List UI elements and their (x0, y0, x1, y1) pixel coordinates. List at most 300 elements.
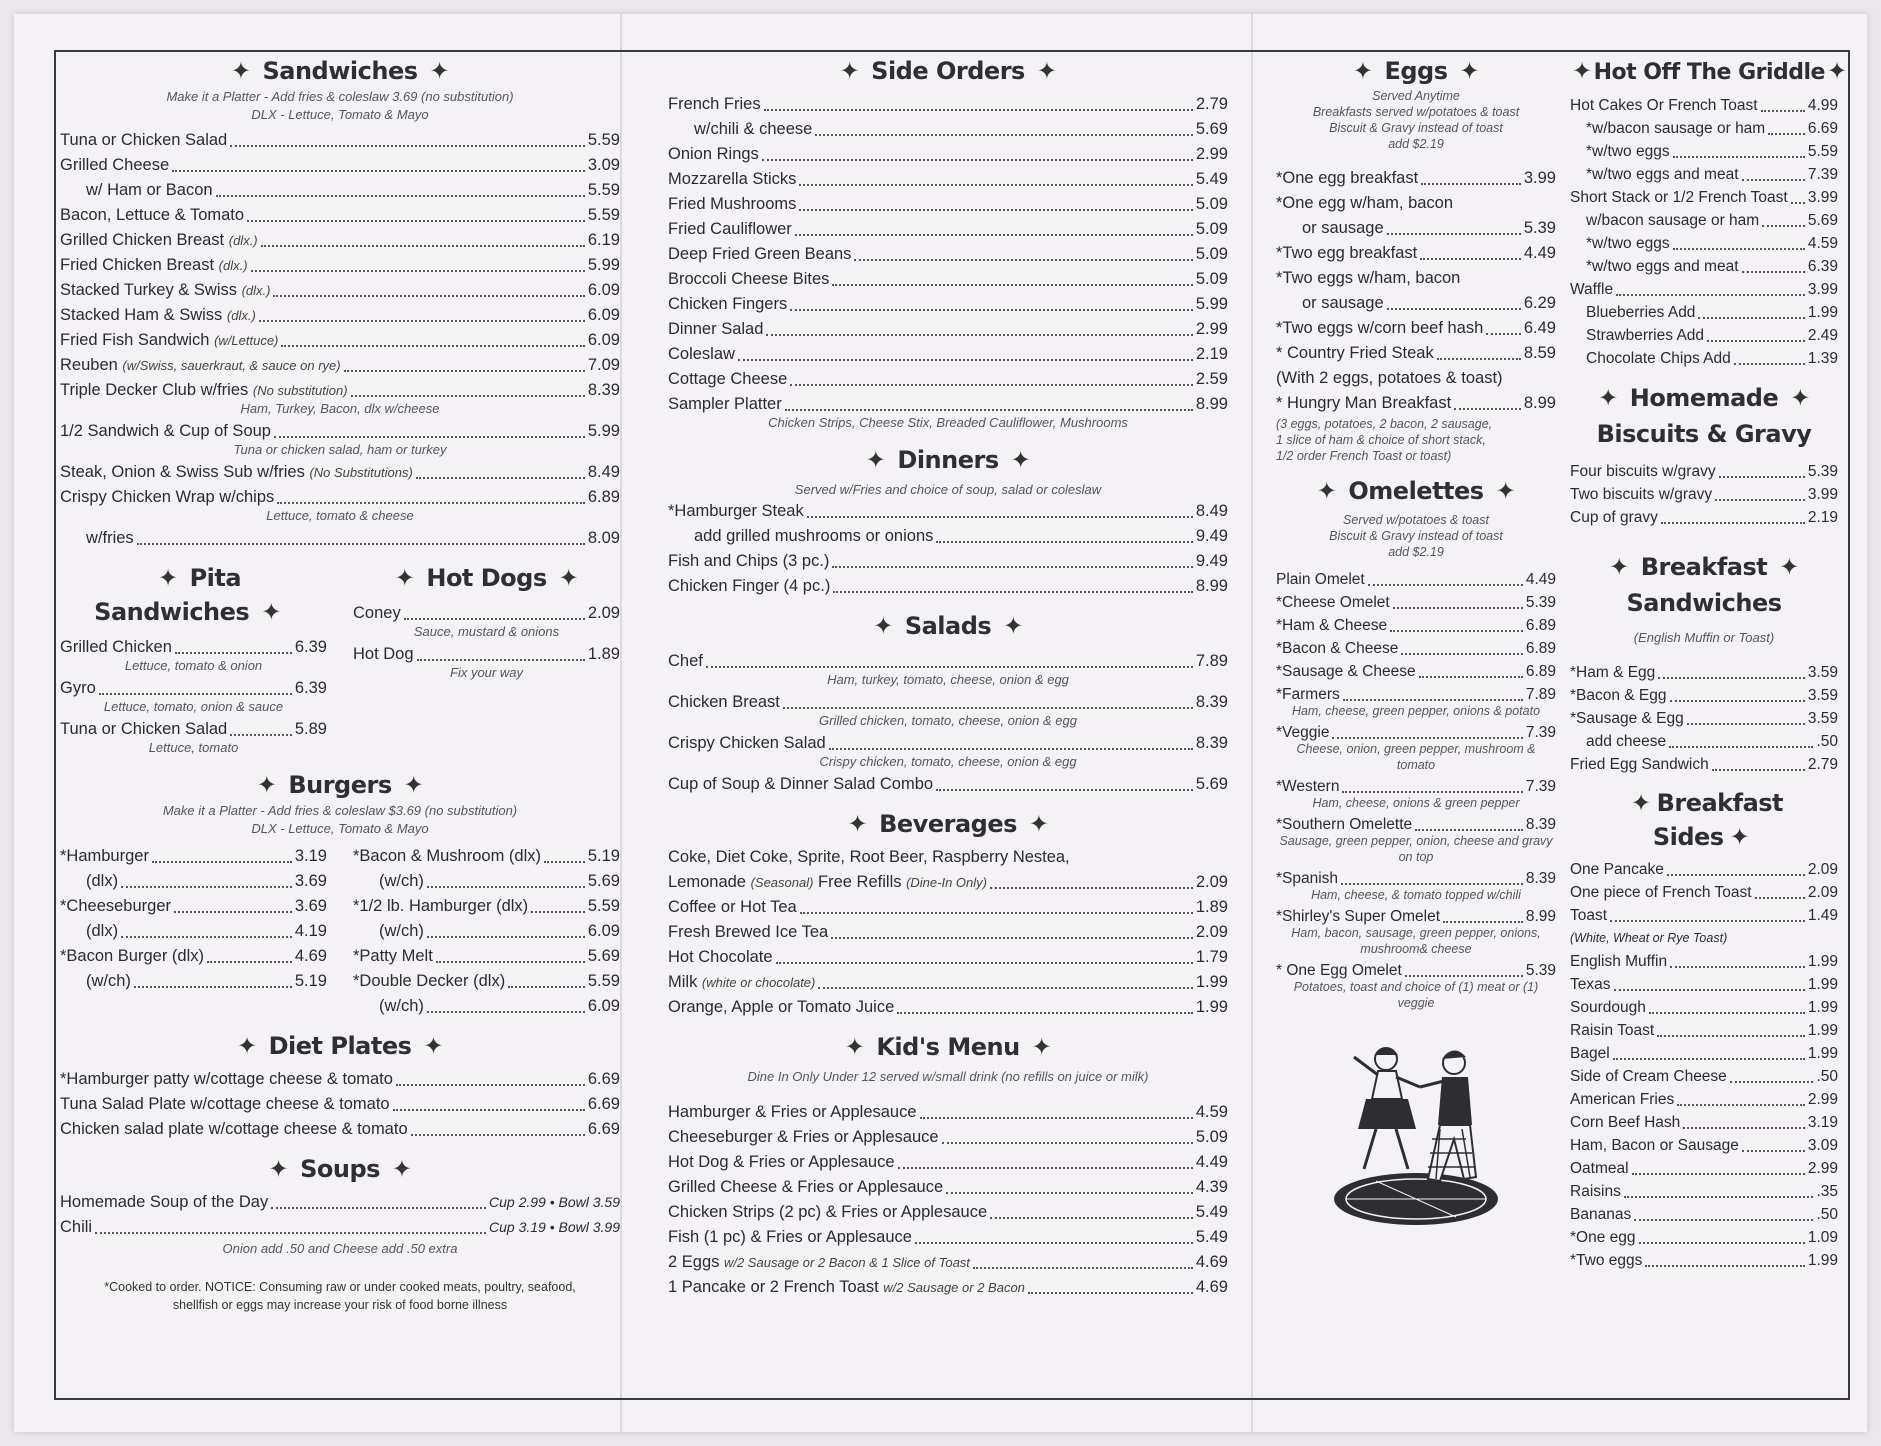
item-name: *Ham & Egg (1570, 664, 1656, 681)
item-name: Cottage Cheese (668, 370, 788, 388)
item-price: 2.99 (1195, 320, 1228, 338)
menu-item (1570, 973, 1838, 996)
menu-item (60, 278, 620, 303)
item-price: 1.99 (1807, 999, 1838, 1016)
section-title: Hot Dogs (426, 564, 547, 592)
item-name: American Fries (1570, 1091, 1675, 1108)
item-name: w/bacon sausage or ham (1586, 212, 1760, 229)
menu-item (1570, 1019, 1838, 1042)
item-price: 5.89 (294, 720, 327, 738)
item-price: .35 (1816, 1183, 1838, 1200)
item-description: 1 slice of ham & choice of short stack, (1276, 433, 1486, 447)
leader-dots (936, 541, 1193, 543)
section-note: Served w/Fries and choice of soup, salad or coleslaw (794, 482, 1102, 497)
section-title: Eggs (1384, 57, 1448, 85)
section-kids-menu (668, 1030, 1228, 1300)
menu-item (668, 167, 1228, 192)
leader-dots (762, 159, 1193, 161)
item-name: Raisins (1570, 1183, 1621, 1200)
item-price: 4.39 (1195, 1178, 1228, 1196)
leader-dots (799, 184, 1193, 186)
item-tag: (dlx.) (226, 308, 256, 323)
leader-dots (259, 320, 585, 322)
item-name: Steak, Onion & Swiss Sub w/fries (No Substitutions) (60, 463, 413, 481)
menu-item (1570, 483, 1838, 506)
section-note: DLX - Lettuce, Tomato & Mayo (251, 821, 429, 836)
item-price: 5.09 (1195, 245, 1228, 263)
section-burgers (60, 768, 620, 1019)
menu-item (668, 995, 1228, 1020)
menu-item (1570, 209, 1838, 232)
item-price: .50 (1816, 1206, 1838, 1223)
item-name: Sourdough (1570, 999, 1646, 1016)
item-tag: (w/Lettuce) (214, 333, 279, 348)
item-description: Fix your way (450, 665, 523, 680)
leader-dots (544, 861, 585, 863)
star-icon: ✦ (1036, 57, 1057, 85)
item-name: Orange, Apple or Tomato Juice (668, 998, 895, 1016)
item-name: Gyro (60, 679, 96, 697)
menu-item (668, 895, 1228, 920)
menu-item (668, 499, 1228, 524)
menu-item (1570, 1226, 1838, 1249)
item-name: Chef (668, 652, 703, 670)
item-price: 2.09 (1195, 873, 1228, 891)
menu-item (1570, 163, 1838, 186)
leader-dots (776, 962, 1193, 964)
star-icon: ✦ (873, 612, 893, 640)
menu-item (668, 267, 1228, 292)
menu-item (668, 1175, 1228, 1200)
item-name: *Veggie (1276, 724, 1330, 741)
item-price: 5.49 (1195, 1228, 1228, 1246)
item-price: 9.49 (1195, 552, 1228, 570)
leader-dots (216, 195, 585, 197)
star-icon: ✦ (236, 1032, 257, 1060)
item-name: Dinner Salad (668, 320, 764, 338)
item-name: Tuna or Chicken Salad (60, 720, 228, 738)
item-tag: (dlx.) (228, 233, 258, 248)
item-price: 5.69 (587, 947, 620, 965)
menu-item (668, 524, 1228, 549)
menu-item (668, 1200, 1228, 1225)
item-price: 5.69 (1195, 775, 1228, 793)
menu-item (668, 1250, 1228, 1275)
section-title: Burgers (288, 771, 392, 799)
leader-dots (172, 170, 585, 172)
item-name: *Hamburger (60, 847, 149, 865)
item-description: Lettuce, tomato (148, 740, 239, 755)
item-description: Ham, cheese, onions & green pepper (1312, 796, 1520, 810)
item-price: 2.19 (1195, 345, 1228, 363)
item-price: 8.39 (1525, 870, 1556, 887)
menu-item (1570, 904, 1838, 927)
leader-dots (393, 1109, 585, 1111)
star-icon: ✦ (1028, 810, 1049, 838)
item-price: 6.89 (1525, 617, 1556, 634)
leader-dots (1632, 1173, 1805, 1175)
item-price: 6.29 (1523, 294, 1556, 312)
menu-item (60, 460, 620, 485)
leader-dots (261, 245, 585, 247)
leader-dots (247, 220, 585, 222)
section-omelettes (1276, 474, 1556, 1011)
item-description: (3 eggs, potatoes, 2 bacon, 2 sausage, (1276, 417, 1493, 431)
column-middle (668, 54, 1228, 1300)
menu-item (353, 994, 620, 1019)
item-name: Sampler Platter (668, 395, 782, 413)
leader-dots (175, 652, 292, 654)
star-icon: ✦ (558, 564, 579, 592)
star-icon: ✦ (391, 1155, 412, 1183)
item-name: Cup of Soup & Dinner Salad Combo (668, 775, 934, 793)
item-name: *1/2 lb. Hamburger (dlx) (353, 897, 529, 915)
item-price: 6.69 (587, 1070, 620, 1088)
item-price: 1.99 (1195, 998, 1228, 1016)
leader-dots (416, 477, 585, 479)
item-price: 3.99 (1807, 189, 1838, 206)
leader-dots (1613, 1058, 1805, 1060)
leader-dots (1486, 333, 1521, 335)
star-icon: ✦ (1598, 384, 1618, 412)
item-name: or sausage (1302, 294, 1384, 312)
leader-dots (800, 912, 1193, 914)
dancing-couple-illustration (1316, 1029, 1516, 1229)
item-name: Fried Egg Sandwich (1570, 756, 1709, 773)
item-price: 3.19 (1807, 1114, 1838, 1131)
section-title: Breakfast Sides (1652, 789, 1784, 851)
menu-item (668, 870, 1228, 895)
leader-dots (832, 284, 1192, 286)
item-price: 6.09 (587, 306, 620, 324)
item-price: 4.59 (1195, 1103, 1228, 1121)
item-description: Ham, cheese, & tomato topped w/chili (1311, 888, 1521, 902)
item-price: 4.49 (1195, 1153, 1228, 1171)
menu-item (1570, 140, 1838, 163)
leader-dots (818, 987, 1193, 989)
item-description: 1/2 order French Toast or toast) (1276, 449, 1452, 463)
leader-dots (1715, 499, 1805, 501)
item-price: 8.39 (1195, 693, 1228, 711)
item-price: 4.19 (294, 922, 327, 940)
item-name: Hamburger & Fries or Applesauce (668, 1103, 917, 1121)
item-price: 6.09 (587, 331, 620, 349)
menu-item (1276, 591, 1556, 614)
item-price: 2.99 (1195, 145, 1228, 163)
leader-dots (829, 748, 1193, 750)
menu-item (668, 549, 1228, 574)
item-price: 3.59 (1807, 664, 1838, 681)
item-name: (dlx) (86, 872, 119, 890)
star-icon: ✦ (844, 1033, 865, 1061)
star-icon: ✦ (429, 57, 450, 85)
item-price: 4.69 (294, 947, 327, 965)
item-price: 2.99 (1807, 1160, 1838, 1177)
leader-dots (1673, 156, 1805, 158)
item-price: 2.99 (1807, 1091, 1838, 1108)
item-name: *Sausage & Cheese (1276, 663, 1416, 680)
menu-item (1570, 324, 1838, 347)
item-description: Lettuce, tomato & cheese (266, 508, 414, 523)
item-name: *Two eggs w/ham, bacon (1276, 269, 1461, 287)
item-price: 3.09 (1807, 1137, 1838, 1154)
item-price: 6.39 (1807, 258, 1838, 275)
leader-dots (1390, 630, 1523, 632)
star-icon: ✦ (256, 771, 277, 799)
item-name: Short Stack or 1/2 French Toast (1570, 189, 1788, 206)
item-name: Stacked Turkey & Swiss (dlx.) (60, 281, 271, 299)
leader-dots (230, 734, 292, 736)
item-name: Chicken Fingers (668, 295, 788, 313)
item-price: 5.59 (587, 131, 620, 149)
item-name: w/ Ham or Bacon (86, 181, 213, 199)
menu-item (1570, 950, 1838, 973)
menu-item (1570, 684, 1838, 707)
item-name: *Cheeseburger (60, 897, 171, 915)
leader-dots (134, 986, 292, 988)
item-price: 6.49 (1523, 319, 1556, 337)
menu-item (60, 944, 327, 969)
item-name: * One Egg Omelet (1276, 962, 1402, 979)
item-name: Crispy Chicken Salad (668, 734, 826, 752)
menu-item (1570, 881, 1838, 904)
item-name: Fish and Chips (3 pc.) (668, 552, 830, 570)
star-icon: ✦ (268, 1155, 289, 1183)
leader-dots (833, 591, 1193, 593)
item-description: Crispy chicken, tomato, cheese, onion & egg (819, 754, 1077, 769)
leader-dots (1341, 883, 1523, 885)
item-name: Four biscuits w/gravy (1570, 463, 1716, 480)
menu-item (60, 969, 327, 994)
item-price: 4.59 (1807, 235, 1838, 252)
item-price: 8.49 (1195, 502, 1228, 520)
leader-dots (531, 911, 585, 913)
leader-dots (427, 886, 585, 888)
star-icon: ✦ (1572, 57, 1592, 85)
item-price: 5.39 (1807, 463, 1838, 480)
item-price: 5.19 (294, 972, 327, 990)
leader-dots (897, 1012, 1193, 1014)
leader-dots (281, 345, 584, 347)
star-icon: ✦ (865, 446, 886, 474)
leader-dots (271, 1207, 486, 1209)
item-price: 3.99 (1523, 169, 1556, 187)
item-price: 2.09 (1807, 861, 1838, 878)
menu-item (1570, 858, 1838, 881)
leader-dots (152, 861, 292, 863)
leader-dots (277, 502, 585, 504)
item-price: 6.39 (294, 679, 327, 697)
item-name: 1/2 Sandwich & Cup of Soup (60, 422, 271, 440)
leader-dots (1639, 1242, 1805, 1244)
menu-item (1276, 316, 1556, 341)
menu-item (1276, 291, 1556, 316)
item-price: 7.89 (1525, 686, 1556, 703)
leader-dots (920, 1117, 1193, 1119)
menu-item (1276, 166, 1556, 191)
section-title: Soups (300, 1155, 380, 1183)
item-price: 1.89 (1195, 898, 1228, 916)
item-price: 6.69 (1807, 120, 1838, 137)
menu-item (1570, 1088, 1838, 1111)
item-price: 9.49 (1195, 527, 1228, 545)
item-price: 3.59 (1807, 687, 1838, 704)
item-price: 7.89 (1195, 652, 1228, 670)
menu-item (353, 919, 620, 944)
section-breakfast-sandwiches (1570, 549, 1838, 776)
notice-line: shellfish or eggs may increase your risk of food borne illness (172, 1298, 508, 1312)
leader-dots (1415, 829, 1523, 831)
item-name: Stacked Ham & Swiss (dlx.) (60, 306, 256, 324)
menu-item (1570, 707, 1838, 730)
section-note: Make it a Platter - Add fries & coleslaw 3.69 (no substitution) (166, 89, 514, 104)
star-icon: ✦ (1031, 1033, 1052, 1061)
menu-item (668, 1275, 1228, 1300)
item-name: Lemonade (Seasonal) Free Refills (Dine-In Only) (668, 873, 987, 891)
item-name: *Southern Omelette (1276, 816, 1413, 833)
item-price: 5.39 (1525, 594, 1556, 611)
item-price: 2.49 (1807, 327, 1838, 344)
leader-dots (807, 516, 1193, 518)
item-price: 5.59 (587, 206, 620, 224)
star-icon: ✦ (1003, 612, 1023, 640)
leader-dots (915, 1242, 1193, 1244)
section-griddle (1570, 54, 1847, 370)
item-name: Chicken Finger (4 pc.) (668, 577, 831, 595)
menu-item (1276, 241, 1556, 266)
item-name: Chili (60, 1218, 93, 1236)
item-description: Ham, Turkey, Bacon, dlx w/cheese (240, 401, 440, 416)
item-name: (w/ch) (379, 872, 424, 890)
section-note: Served Anytime (1372, 89, 1460, 103)
item-name: *Western (1276, 778, 1340, 795)
menu-item (1570, 94, 1838, 117)
leader-dots (351, 395, 585, 397)
item-description: Chicken Strips, Cheese Stix, Breaded Cauliflower, Mushrooms (768, 415, 1128, 430)
item-name: *w/bacon sausage or ham (1586, 120, 1766, 137)
menu-item (1276, 341, 1556, 366)
leader-dots (207, 961, 292, 963)
menu-item (668, 242, 1228, 267)
item-price: 7.39 (1525, 778, 1556, 795)
food-safety-notice (60, 1278, 620, 1314)
menu-item (353, 894, 620, 919)
section-note: Onion add .50 and Cheese add .50 extra (222, 1241, 458, 1256)
leader-dots (785, 409, 1193, 411)
item-name: *Shirley's Super Omelet (1276, 908, 1441, 925)
menu-item (60, 894, 327, 919)
item-name: Deep Fried Green Beans (668, 245, 852, 263)
item-price: 6.09 (587, 922, 620, 940)
item-price: 8.39 (1525, 816, 1556, 833)
item-name: or sausage (1302, 219, 1384, 237)
menu-item (60, 178, 620, 203)
item-price: 5.09 (1195, 1128, 1228, 1146)
section-title: Breakfast (1640, 553, 1768, 581)
leader-dots (973, 1267, 1193, 1269)
item-price: 6.89 (1525, 663, 1556, 680)
menu-item (668, 1100, 1228, 1125)
star-icon: ✦ (157, 564, 178, 592)
leader-dots (1768, 133, 1805, 135)
section-title: Omelettes (1348, 477, 1484, 505)
item-name: Crispy Chicken Wrap w/chips (60, 488, 275, 506)
menu-item (668, 192, 1228, 217)
item-name: 1 Pancake or 2 French Toast w/2 Sausage or 2 Bacon (668, 1278, 1025, 1296)
star-icon: ✦ (1826, 57, 1847, 85)
item-name: *Hamburger Steak (668, 502, 804, 520)
item-price: 2.09 (1195, 923, 1228, 941)
item-price: 6.19 (587, 231, 620, 249)
item-name: (dlx) (86, 922, 119, 940)
leader-dots (1683, 1127, 1805, 1129)
section-breakfast-sides (1570, 786, 1838, 1272)
leader-dots (1343, 699, 1523, 701)
menu-item (60, 203, 620, 228)
section-note: Biscuit & Gravy instead of toast (1329, 121, 1503, 135)
item-price: 3.69 (294, 872, 327, 890)
item-name: English Muffin (1570, 953, 1668, 970)
item-price: 7.09 (587, 356, 620, 374)
item-price: 3.19 (294, 847, 327, 865)
menu-item (353, 869, 620, 894)
item-description: Ham, bacon, sausage, green pepper, onions, mushroom& cheese (1291, 926, 1541, 956)
leader-dots (1734, 363, 1805, 365)
item-name: Homemade Soup of the Day (60, 1193, 269, 1211)
item-name: *One egg breakfast (1276, 169, 1419, 187)
section-title: Kid's Menu (876, 1033, 1020, 1061)
leader-dots (121, 936, 292, 938)
item-price: 7.39 (1807, 166, 1838, 183)
item-tag: (white or chocolate) (701, 975, 816, 990)
notice-line: *Cooked to order. NOTICE: Consuming raw or under cooked meats, poultry, seafood, (104, 1280, 576, 1294)
item-price: 5.39 (1523, 219, 1556, 237)
menu-item (1570, 301, 1838, 324)
leader-dots (832, 566, 1192, 568)
item-name: Ham, Bacon or Sausage (1570, 1137, 1739, 1154)
leader-dots (1387, 308, 1521, 310)
menu-item (1570, 1111, 1838, 1134)
item-price: 5.99 (587, 256, 620, 274)
leader-dots (1719, 476, 1805, 478)
item-name: Reuben (w/Swiss, sauerkraut, & sauce on rye) (60, 356, 341, 374)
section-note: Dine In Only Under 12 served w/small drink (no refills on juice or milk) (747, 1069, 1149, 1084)
menu-item (1570, 753, 1838, 776)
menu-item (60, 253, 620, 278)
item-name: w/chili & cheese (694, 120, 813, 138)
leader-dots (508, 986, 585, 988)
leader-dots (1437, 358, 1521, 360)
item-description: Lettuce, tomato & onion (124, 658, 263, 673)
section-note: DLX - Lettuce, Tomato & Mayo (251, 107, 429, 122)
item-name: *Two eggs (1570, 1252, 1643, 1269)
item-name: Texas (1570, 976, 1611, 993)
menu-item (60, 153, 620, 178)
leader-dots (1616, 294, 1805, 296)
item-price: 5.99 (1195, 295, 1228, 313)
item-name: Grilled Cheese & Fries or Applesauce (668, 1178, 944, 1196)
item-price: 1.99 (1807, 1252, 1838, 1269)
item-price: 5.09 (1195, 220, 1228, 238)
item-tag: (dlx.) (218, 258, 248, 273)
star-icon: ✦ (261, 598, 281, 626)
item-name: w/fries (86, 529, 134, 547)
item-name: (w/ch) (379, 997, 424, 1015)
item-description: Sausage, green pepper, onion, cheese and gravy on top (1279, 834, 1553, 864)
item-name: Bagel (1570, 1045, 1610, 1062)
item-name: Grilled Cheese (60, 156, 170, 174)
item-price: 4.99 (1807, 97, 1838, 114)
